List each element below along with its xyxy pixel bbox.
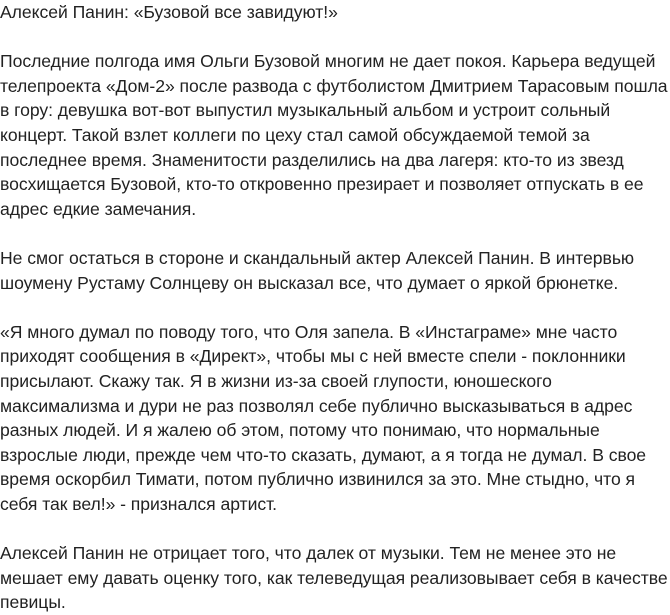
paragraph-panin-interview [0,246,668,295]
text-line: телепроекта «Дом-2» после развода с футболистом Дмитрием Тарасовым пошла [0,75,668,96]
text-line: концерт. Такой взлет коллеги по цеху стал самой обсуждаемой темой за [0,124,590,145]
text-line: взрослые люди, прежде чем что-то сказать, думают, а я тогда не думал. В свое [0,444,647,465]
text-line: время оскорбил Тимати, потом публично извинился за это. Мне стыдно, что я [0,469,636,490]
text-line: последнее время. Знаменитости разделились на два лагеря: кто-то из звезд [0,149,624,170]
paragraph-conclusion [0,541,668,615]
paragraph-intro [0,49,668,221]
text-line: себя так вел!» - признался артист. [0,493,277,514]
text-line: мешает ему давать оценку того, как телеведущая реализовывает себя в качестве [0,567,668,588]
text-line: адрес едкие замечания. [0,198,197,219]
text-line: Не смог остаться в стороне и скандальный актер Алексей Панин. В интервью [0,247,635,268]
text-line: шоумену Рустаму Солнцеву он высказал все, что думает о яркой брюнетке. [0,272,619,293]
article-title: Алексей Панин: «Бузовой все завидуют!» [0,2,338,22]
paragraph-quote [0,320,668,517]
text-line: приходят сообщения в «Директ», чтобы мы с ней вместе спели - поклонники [0,346,626,367]
text-line: певицы. [0,592,66,613]
text-line: Алексей Панин не отрицает того, что далек от музыки. Тем не менее это не [0,543,617,564]
text-line: разных людей. И я жалею об этом, потому что понимаю, что нормальные [0,420,600,441]
text-line: Последние полгода имя Ольги Бузовой многим не дает покоя. Карьера ведущей [0,51,656,72]
text-line: максимализма и дури не раз позволял себе публично высказываться в адрес [0,395,633,416]
text-line: восхищается Бузовой, кто-то откровенно презирает и позволяет отпускать в ее [0,174,644,195]
text-line: в гору: девушка вот-вот выпустил музыкальный альбом и устроит сольный [0,100,611,121]
text-line: «Я много думал по поводу того, что Оля запела. В «Инстаграме» мне часто [0,321,618,342]
text-line: присылают. Скажу так. Я в жизни из-за своей глупости, юношеского [0,370,552,391]
